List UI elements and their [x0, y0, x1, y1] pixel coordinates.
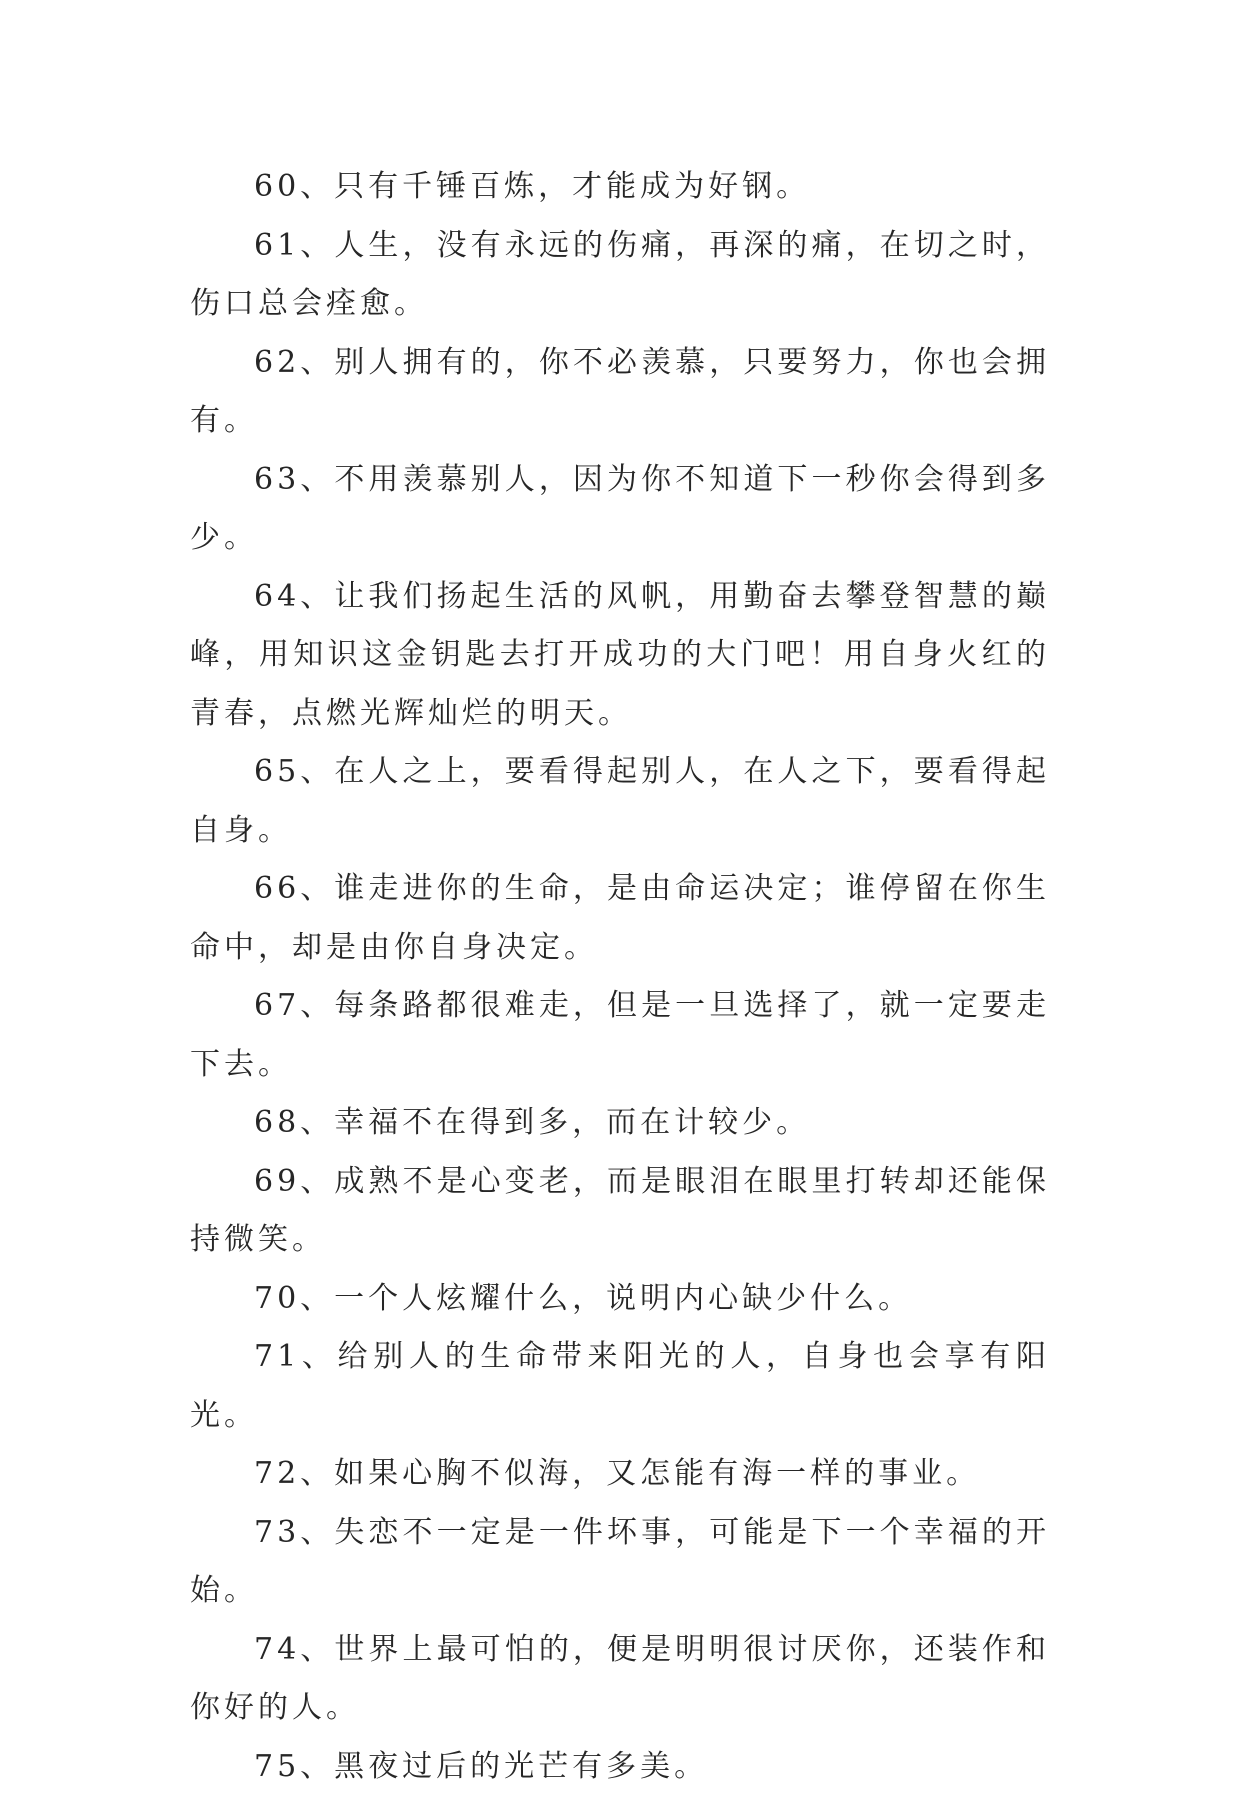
document-body [190, 158, 1050, 1796]
paragraph-73: 73、失恋不一定是一件坏事，可能是下一个幸福的开始。 [190, 1504, 1050, 1621]
paragraph-75: 75、黑夜过后的光芒有多美。 [190, 1738, 1050, 1796]
paragraph-69: 69、成熟不是心变老，而是眼泪在眼里打转却还能保持微笑。 [190, 1153, 1050, 1270]
paragraph-71: 71、给别人的生命带来阳光的人，自身也会享有阳光。 [190, 1328, 1050, 1445]
paragraph-70: 70、一个人炫耀什么，说明内心缺少什么。 [190, 1270, 1050, 1329]
paragraph-64: 64、让我们扬起生活的风帆，用勤奋去攀登智慧的巅峰，用知识这金钥匙去打开成功的大门吧！用自身火红的青春，点燃光辉灿烂的明天。 [190, 568, 1050, 744]
paragraph-68: 68、幸福不在得到多，而在计较少。 [190, 1094, 1050, 1153]
paragraph-61: 61、人生，没有永远的伤痛，再深的痛，在切之时，伤口总会痊愈。 [190, 217, 1050, 334]
paragraph-72: 72、如果心胸不似海，又怎能有海一样的事业。 [190, 1445, 1050, 1504]
paragraph-62: 62、别人拥有的，你不必羡慕，只要努力，你也会拥有。 [190, 334, 1050, 451]
paragraph-65: 65、在人之上，要看得起别人，在人之下，要看得起自身。 [190, 743, 1050, 860]
paragraph-67: 67、每条路都很难走，但是一旦选择了，就一定要走下去。 [190, 977, 1050, 1094]
paragraph-66: 66、谁走进你的生命，是由命运决定；谁停留在你生命中，却是由你自身决定。 [190, 860, 1050, 977]
paragraph-63: 63、不用羡慕别人，因为你不知道下一秒你会得到多少。 [190, 451, 1050, 568]
paragraph-74: 74、世界上最可怕的，便是明明很讨厌你，还装作和你好的人。 [190, 1621, 1050, 1738]
paragraph-60: 60、只有千锤百炼，才能成为好钢。 [190, 158, 1050, 217]
